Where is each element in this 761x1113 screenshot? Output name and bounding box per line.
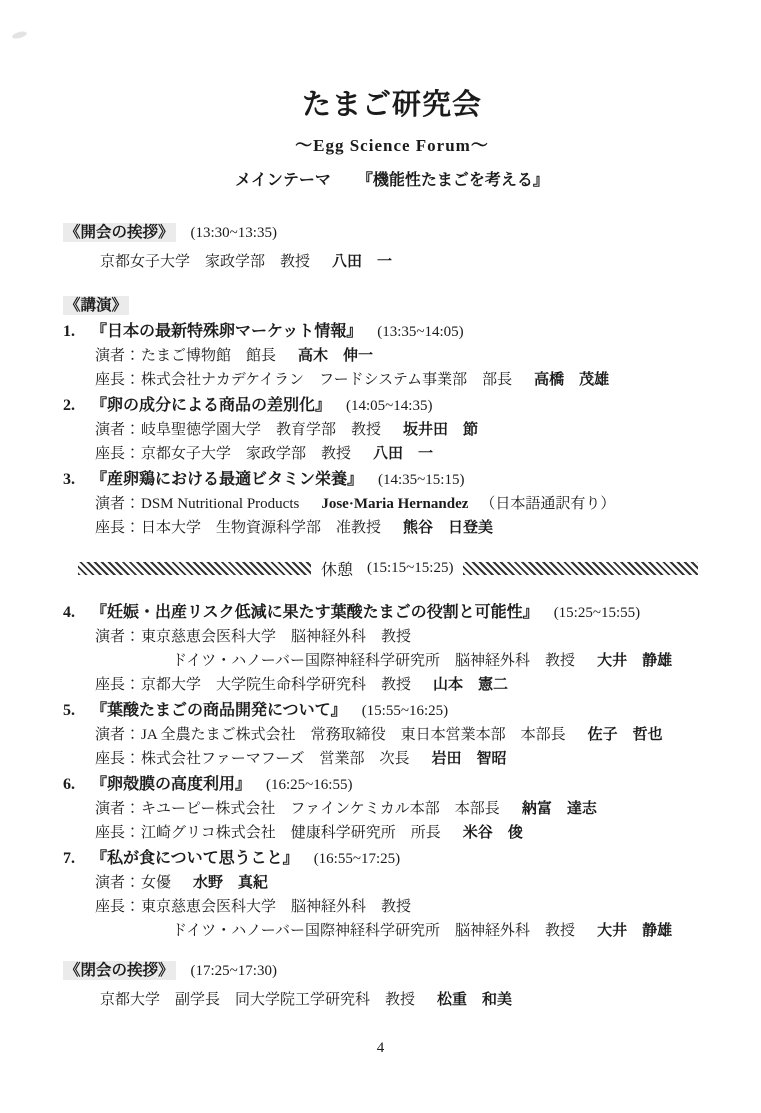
lecture-row <box>63 368 721 392</box>
lecture-row <box>63 895 721 919</box>
lecture-item-4 <box>63 601 721 697</box>
speaker-name: 高橋 茂雄 <box>534 372 610 388</box>
document-content <box>0 88 761 1012</box>
row-affiliation: 日本大学 生物資源科学部 准教授 <box>141 520 382 536</box>
opening-speaker-name: 八田 一 <box>332 254 393 270</box>
lecture-number: 6. <box>63 776 75 793</box>
lecture-row <box>63 871 721 895</box>
closing-heading-line <box>63 959 721 983</box>
row-label: 座長： <box>95 825 141 841</box>
row-affiliation: 株式会社ナカデケイラン フードシステム事業部 部長 <box>141 372 513 388</box>
row-label: 演者： <box>95 875 141 891</box>
lecture-item-1 <box>63 320 721 392</box>
speaker-name: Jose·Maria Hernandez <box>321 496 469 512</box>
lecture-title-line <box>63 394 721 418</box>
row-affiliation: 株式会社ファーマフーズ 営業部 次長 <box>141 751 410 767</box>
lecture-title: 『産卵鶏における最適ビタミン栄養』 <box>91 471 364 488</box>
lecture-item-2 <box>63 394 721 466</box>
lecture-number: 7. <box>63 850 75 867</box>
lecture-time: (16:55~17:25) <box>313 851 401 867</box>
row-affiliation: ドイツ・ハノーバー国際神経科学研究所 脳神経外科 教授 <box>172 653 576 669</box>
lecture-number: 5. <box>63 702 75 719</box>
main-theme-line <box>63 169 721 193</box>
lecture-item-3 <box>63 468 721 540</box>
lecture-number: 4. <box>63 604 75 621</box>
closing-speaker-line <box>63 988 721 1012</box>
lecture-time: (14:05~14:35) <box>346 398 433 414</box>
lecture-title-line <box>63 601 721 625</box>
page-title: たまご研究会 <box>301 89 482 121</box>
lecture-row <box>63 492 721 516</box>
lecture-row-continuation <box>63 919 721 943</box>
break-label: 休憩 <box>321 562 354 579</box>
lecture-title-line <box>63 468 721 492</box>
row-label: 演者： <box>95 801 141 817</box>
lecture-row <box>63 723 721 747</box>
lecture-row <box>63 344 721 368</box>
closing-heading: 《閉会の挨拶》 <box>65 962 174 979</box>
speaker-name: 大井 静雄 <box>597 923 673 939</box>
row-affiliation: 岐阜聖徳学園大学 教育学部 教授 <box>141 422 382 438</box>
page-number: 4 <box>376 1040 385 1056</box>
lecture-row-continuation <box>63 649 721 673</box>
lecture-number: 3. <box>63 471 75 488</box>
speaker-name: 高木 伸一 <box>298 348 374 364</box>
lecture-title: 『卵殻膜の高度利用』 <box>91 776 252 793</box>
row-label: 演者： <box>95 422 141 438</box>
row-label: 座長： <box>95 520 141 536</box>
lecture-time: (16:25~16:55) <box>266 777 353 793</box>
lecture-item-5 <box>63 699 721 771</box>
lecture-time: (15:25~15:55) <box>553 605 641 621</box>
row-label: 演者： <box>95 727 141 743</box>
lecture-title-line <box>63 847 721 871</box>
lecture-row <box>63 797 721 821</box>
lecture-row <box>63 673 721 697</box>
speaker-name: 納富 達志 <box>521 801 597 817</box>
row-affiliation: たまご博物館 館長 <box>141 348 277 364</box>
lectures-heading-line <box>63 294 721 318</box>
closing-time: (17:25~17:30) <box>190 963 277 979</box>
row-affiliation: ドイツ・ハノーバー国際神経科学研究所 脳神経外科 教授 <box>172 923 576 939</box>
opening-remarks-section <box>63 221 721 274</box>
row-affiliation: 東京慈恵会医科大学 脳神経外科 教授 <box>141 629 412 645</box>
speaker-name: 米谷 俊 <box>462 825 523 841</box>
lecture-number: 2. <box>63 397 75 414</box>
lecture-title: 『日本の最新特殊卵マーケット情報』 <box>91 323 363 340</box>
lecture-row <box>63 625 721 649</box>
row-label: 座長： <box>95 372 141 388</box>
lecture-item-7 <box>63 847 721 943</box>
lecture-row <box>63 418 721 442</box>
speaker-name: 山本 憲二 <box>433 677 509 693</box>
lecture-time: (14:35~15:15) <box>378 472 465 488</box>
speaker-name: 水野 真紀 <box>193 875 269 891</box>
row-affiliation: 東京慈恵会医科大学 脳神経外科 教授 <box>141 899 412 915</box>
speaker-name: 八田 一 <box>373 446 434 462</box>
lecture-row <box>63 747 721 771</box>
row-label: 座長： <box>95 899 141 915</box>
hatch-bar-right <box>463 562 698 575</box>
lecture-title: 『葉酸たまごの商品開発について』 <box>91 702 347 719</box>
lecture-title: 『私が食について思うこと』 <box>91 850 299 867</box>
row-affiliation: JA 全農たまご株式会社 常務取締役 東日本営業本部 本部長 <box>141 727 566 743</box>
break-time: (15:15~15:25) <box>367 560 454 576</box>
lecture-item-6 <box>63 773 721 845</box>
lecture-row <box>63 516 721 540</box>
opening-heading: 《開会の挨拶》 <box>65 224 174 241</box>
lecture-row <box>63 442 721 466</box>
row-label: 座長： <box>95 677 141 693</box>
page-subtitle: 〜Egg Science Forum〜 <box>295 136 489 155</box>
row-label: 座長： <box>95 446 141 462</box>
lecture-number: 1. <box>63 323 75 340</box>
lecture-title: 『妊娠・出産リスク低減に果たす葉酸たまごの役割と可能性』 <box>91 604 539 621</box>
hatch-bar-left <box>78 562 311 575</box>
lecture-row <box>63 821 721 845</box>
row-affiliation: キユーピー株式会社 ファインケミカル本部 本部長 <box>141 801 500 817</box>
row-affiliation: 京都女子大学 家政学部 教授 <box>141 446 352 462</box>
lecture-time: (13:35~14:05) <box>377 324 464 340</box>
speaker-name: 大井 静雄 <box>597 653 673 669</box>
lecture-title-line <box>63 773 721 797</box>
row-label: 演者： <box>95 348 141 364</box>
row-label: 演者： <box>95 496 141 512</box>
row-affiliation: DSM Nutritional Products <box>141 496 300 512</box>
closing-remarks-section <box>63 959 721 1012</box>
opening-speaker-line <box>63 250 721 274</box>
row-label: 座長： <box>95 751 141 767</box>
break-session-line <box>63 557 721 580</box>
speaker-name: 佐子 哲也 <box>587 727 663 743</box>
lecture-title-line <box>63 699 721 723</box>
theme-label: メインテーマ <box>235 172 331 189</box>
lectures-heading: 《講演》 <box>65 297 128 314</box>
speaker-name: 坂井田 節 <box>403 422 479 438</box>
opening-heading-line <box>63 221 721 245</box>
row-label: 演者： <box>95 629 141 645</box>
lecture-title: 『卵の成分による商品の差別化』 <box>91 397 332 414</box>
speaker-name: 熊谷 日登美 <box>403 520 494 536</box>
row-affiliation: 江崎グリコ株式会社 健康科学研究所 所長 <box>141 825 441 841</box>
row-affiliation: 京都大学 大学院生命科学研究科 教授 <box>141 677 412 693</box>
lecture-time: (15:55~16:25) <box>361 703 449 719</box>
theme-title: 『機能性たまごを考える』 <box>356 172 549 189</box>
row-affiliation: 女優 <box>141 875 172 891</box>
interpretation-note: （日本語通訳有り） <box>480 496 616 512</box>
closing-speaker-name: 松重 和美 <box>437 992 513 1008</box>
speaker-name: 岩田 智昭 <box>431 751 507 767</box>
opening-time: (13:30~13:35) <box>190 225 277 241</box>
closing-affiliation: 京都大学 副学長 同大学院工学研究科 教授 <box>100 992 416 1008</box>
lecture-title-line <box>63 320 721 344</box>
scan-speck <box>11 30 27 40</box>
opening-affiliation: 京都女子大学 家政学部 教授 <box>100 254 311 270</box>
